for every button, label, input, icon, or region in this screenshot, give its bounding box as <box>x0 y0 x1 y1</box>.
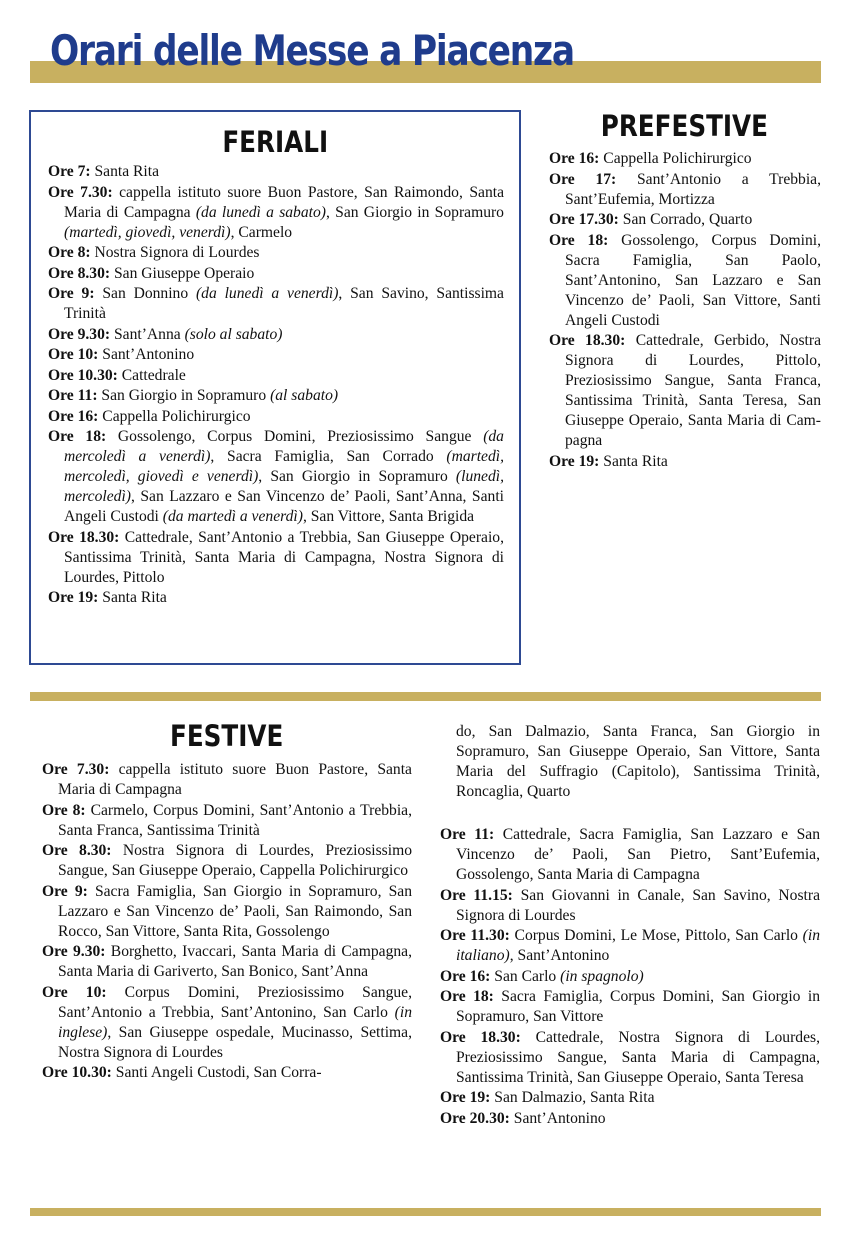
prefestive-heading: PREFESTIVE <box>600 109 768 143</box>
entry-churches: , San Savino, Santissima Trinità <box>64 285 504 322</box>
feriali-list <box>48 162 504 609</box>
entry-time: Ore 7: <box>48 163 91 180</box>
schedule-entry <box>48 528 504 588</box>
schedule-entry <box>48 264 504 284</box>
entry-time: Ore 10: <box>48 346 99 363</box>
entry-time: Ore 20.30: <box>440 1109 510 1127</box>
entry-note: (da lunedì a sabato) <box>195 203 326 221</box>
schedule-entry <box>48 366 504 386</box>
entry-time: Ore 11.30: <box>440 927 510 944</box>
schedule-entry <box>549 231 821 331</box>
entry-churches: Sacra Famiglia, Corpus Domini, San Giorgio in Sopramuro, San Vittore <box>456 988 820 1025</box>
entry-churches: Sant’Antonio a Trebbia, Sant’Eufemia, Mortizza <box>565 170 821 208</box>
entry-churches: cappella istituto suore Buon Pastore, Santa Maria di Campagna <box>58 761 412 798</box>
festive-continuation: do, San Dalmazio, Santa Franca, San Giorgio in Sopramuro, San Giuseppe Operaio, San Vittore, Santa Maria del Suffragio (Capitolo), Santissima Trinità, Roncaglia, Quarto <box>456 723 820 800</box>
schedule-entry <box>440 825 820 885</box>
schedule-entry <box>42 1063 412 1083</box>
entry-churches: , San Giorgio in Sopramuro <box>258 468 456 485</box>
entry-time: Ore 10: <box>42 983 107 1001</box>
entry-time: Ore 7.30: <box>42 761 110 778</box>
schedule-entry <box>48 243 504 263</box>
schedule-entry <box>42 942 412 982</box>
schedule-entry <box>440 886 820 926</box>
entry-note: (martedì, mercoledì, giovedì e venerdì) <box>64 448 504 485</box>
schedule-entry <box>440 987 820 1027</box>
entry-note: (da lunedì a venerdì) <box>195 285 339 302</box>
festive-list-right <box>440 825 820 1129</box>
entry-churches: , Sacra Famiglia, San Corrado <box>210 448 447 465</box>
entry-note: (lunedì, mercoledì) <box>64 468 504 505</box>
entry-churches: Cattedrale, Gerbido, Nostra Signora di Lourdes, Pittolo, Preziosissimo Sangue, Santa Franca, Santissima Trinità, Santa Teresa, San Giuseppe Operaio, Santa Maria di Campagna <box>565 332 821 449</box>
entry-time: Ore 8: <box>42 801 86 819</box>
entry-time: Ore 9.30: <box>42 943 106 960</box>
entry-time: Ore 8.30: <box>48 264 111 282</box>
entry-churches: San Giuseppe Operaio <box>110 264 255 282</box>
entry-time: Ore 17: <box>549 170 617 188</box>
entry-time: Ore 8: <box>48 244 91 261</box>
entry-note: (in italiano) <box>456 927 820 964</box>
schedule-entry <box>48 386 504 406</box>
schedule-entry <box>549 149 821 169</box>
schedule-entry <box>440 1109 820 1129</box>
entry-time: Ore 18: <box>48 428 107 445</box>
entry-time: Ore 18.30: <box>549 332 626 349</box>
entry-note: (martedì, giovedì, venerdì) <box>64 223 231 241</box>
entry-churches: , San Giorgio in Sopramuro <box>325 203 504 221</box>
schedule-entry <box>48 284 504 324</box>
entry-time: Ore 11: <box>440 826 495 843</box>
schedule-entry <box>48 183 504 243</box>
entry-churches: Cappella Polichirurgico <box>599 150 752 167</box>
schedule-entry <box>48 407 504 427</box>
entry-churches: Sant’Antonino <box>98 346 195 363</box>
entry-time: Ore 16: <box>440 967 491 985</box>
entry-churches: Santa Rita <box>98 589 167 606</box>
entry-time: Ore 18: <box>549 231 609 249</box>
festive-list-left <box>42 760 412 1084</box>
entry-churches: Santa Rita <box>599 452 668 470</box>
entry-churches: Carmelo, Corpus Domini, Sant’Antonio a Trebbia, Santa Franca, Santissima Trinità <box>58 801 412 839</box>
entry-time: Ore 10.30: <box>48 366 118 384</box>
schedule-entry <box>48 162 504 182</box>
entry-churches: Corpus Domini, Le Mose, Pittolo, San Carlo <box>509 927 803 944</box>
entry-note: (da mercoledì a venerdì) <box>64 428 504 465</box>
schedule-entry <box>440 967 820 987</box>
schedule-entry <box>549 331 821 451</box>
schedule-entry <box>42 760 412 800</box>
entry-time: Ore 9: <box>42 882 88 900</box>
entry-time: Ore 18.30: <box>48 528 120 546</box>
schedule-entry <box>440 1088 820 1108</box>
entry-time: Ore 9.30: <box>48 325 111 343</box>
entry-note: (da martedì a venerdì) <box>162 508 303 525</box>
schedule-entry <box>440 1028 820 1088</box>
entry-time: Ore 18.30: <box>440 1028 521 1046</box>
bottom-band <box>30 1208 821 1216</box>
section-separator <box>30 692 821 701</box>
entry-churches: San Donnino <box>94 285 196 302</box>
page-title: Orari delle Messe a Piacenza <box>50 26 574 75</box>
entry-churches: Gossolengo, Corpus Domini, Preziosissimo Sangue <box>106 428 484 445</box>
entry-time: Ore 16: <box>48 407 99 425</box>
entry-churches: , Carmelo <box>230 223 293 241</box>
entry-churches: San Corrado, Quarto <box>618 211 753 228</box>
schedule-entry <box>42 983 412 1063</box>
entry-churches: Nostra Signora di Lourdes, Preziosissimo Sangue, San Giuseppe Operaio, Cappella Polichirurgico <box>58 842 412 879</box>
entry-churches: Cattedrale, Nostra Signora di Lourdes, Preziosissimo Sangue, Santa Maria di Campagna, Santissima Trinità, San Giuseppe Operaio, Santa Teresa <box>456 1028 820 1086</box>
entry-time: Ore 11: <box>48 387 98 404</box>
schedule-entry <box>549 210 821 230</box>
schedule-entry <box>48 588 504 608</box>
schedule-entry <box>549 452 821 472</box>
entry-churches: San Dalmazio, Santa Rita <box>490 1089 655 1106</box>
entry-churches: Santi Angeli Custodi, San Corra- <box>111 1064 322 1081</box>
entry-churches: Cappella Polichirurgico <box>98 407 251 425</box>
entry-time: Ore 10.30: <box>42 1064 112 1081</box>
festive-heading: FESTIVE <box>170 719 284 753</box>
entry-churches: , San Vittore, Santa Brigida <box>302 508 475 525</box>
schedule-entry <box>42 882 412 942</box>
entry-churches: Corpus Domini, Preziosissimo Sangue, Sant’Antonio a Trebbia, Sant’Antonino, San Carlo <box>58 983 412 1021</box>
entry-time: Ore 19: <box>549 452 600 470</box>
schedule-entry <box>440 926 820 966</box>
entry-time: Ore 7.30: <box>48 183 113 201</box>
entry-note: (al sabato) <box>270 387 339 404</box>
entry-note: (in inglese) <box>58 1003 412 1041</box>
entry-time: Ore 19: <box>48 589 99 606</box>
prefestive-list <box>549 149 821 472</box>
entry-churches: Gossolengo, Corpus Domini, Sacra Famiglia, San Paolo, Sant’Antonino, San Lazzaro e San Vincenzo de’ Paoli, San Vittore, Santi Angeli Custodi <box>565 231 821 329</box>
entry-time: Ore 17.30: <box>549 211 619 228</box>
schedule-entry <box>549 170 821 210</box>
entry-churches: Borghetto, Ivaccari, Santa Maria di Campagna, Santa Maria di Gariverto, San Bonico, Sant’Anna <box>58 943 412 980</box>
schedule-entry <box>42 801 412 841</box>
entry-churches: San Carlo <box>490 967 561 985</box>
entry-churches: , Sant’Antonino <box>509 947 610 964</box>
entry-time: Ore 11.15: <box>440 886 513 904</box>
feriali-heading: FERIALI <box>222 125 328 159</box>
schedule-entry <box>42 841 412 881</box>
entry-churches: Cattedrale <box>117 366 186 384</box>
entry-churches: Cattedrale, Sant’Antonio a Trebbia, San Giuseppe Operaio, Santissima Trinità, Santa Maria di Campagna, Nostra Signora di Lourdes, Pittolo <box>64 528 504 586</box>
entry-churches: , San Lazzaro e San Vincenzo de’ Paoli, Sant’Anna, Santi Angeli Custodi <box>64 488 504 525</box>
entry-churches: San Giorgio in Sopramuro <box>97 387 271 404</box>
schedule-entry <box>48 345 504 365</box>
entry-churches: Sacra Famiglia, San Giorgio in Sopramuro, San Lazzaro e San Vincenzo de’ Paoli, San Raimondo, San Rocco, San Vittore, Santa Rita, Gossolengo <box>58 882 412 940</box>
schedule-entry <box>48 427 504 527</box>
entry-churches: San Giovanni in Canale, San Savino, Nostra Signora di Lourdes <box>456 886 820 924</box>
entry-note: (in spagnolo) <box>560 967 644 985</box>
entry-note: (solo al sabato) <box>184 325 283 343</box>
entry-time: Ore 16: <box>549 150 600 167</box>
entry-churches: Sant’Anna <box>110 325 185 343</box>
entry-time: Ore 9: <box>48 285 95 302</box>
entry-time: Ore 8.30: <box>42 842 112 859</box>
entry-time: Ore 19: <box>440 1089 491 1106</box>
entry-churches: Nostra Signora di Lourdes <box>90 244 260 261</box>
entry-time: Ore 18: <box>440 988 494 1005</box>
entry-churches: , San Giuseppe ospedale, Mucinasso, Settima, Nostra Signora di Lourdes <box>58 1023 412 1061</box>
entry-churches: Sant’Antonino <box>509 1109 606 1127</box>
entry-churches: Santa Rita <box>90 163 160 180</box>
entry-churches: cappella istituto suore Buon Pastore, San Raimondo, Santa Maria di Campagna <box>64 183 504 221</box>
entry-churches: Cattedrale, Sacra Famiglia, San Lazzaro e San Vincenzo de’ Paoli, San Pietro, Sant’Eufemia, Gossolengo, Santa Maria di Campagna <box>456 826 820 883</box>
schedule-entry <box>48 325 504 345</box>
